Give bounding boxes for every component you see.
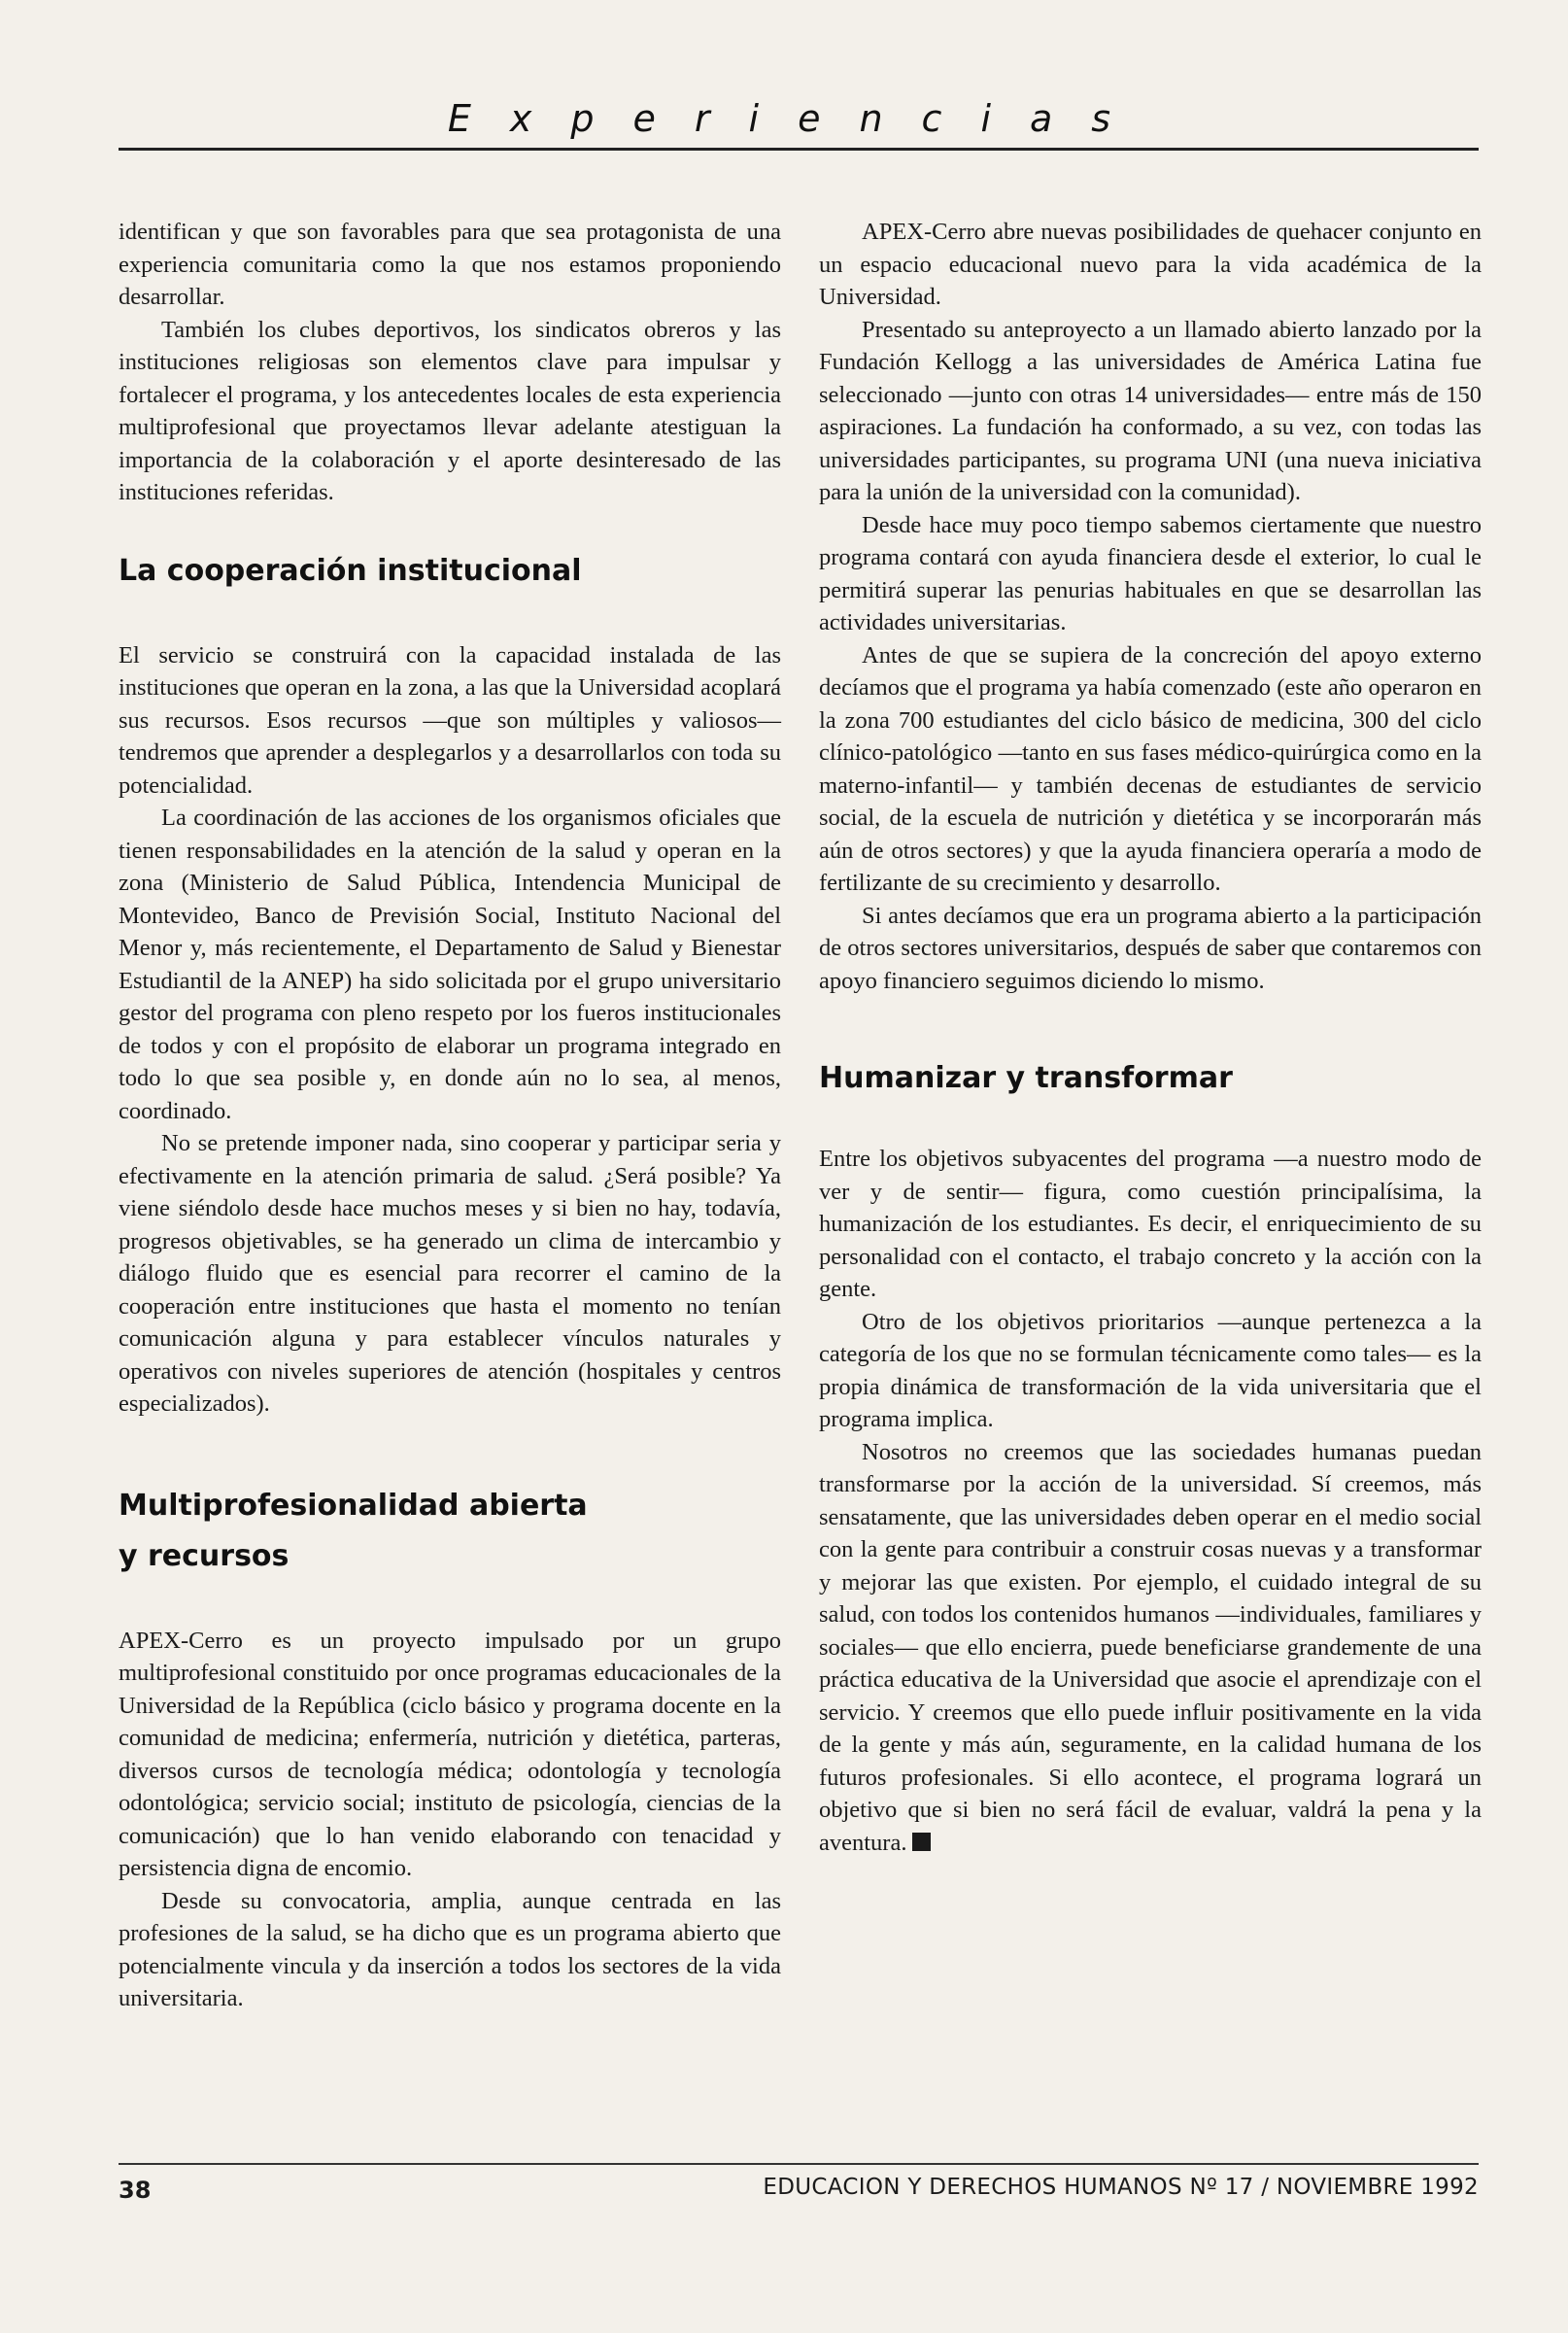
paragraph: identifican y que son favorables para que sea protagonista de una experiencia comunitaria como la que nos estamos proponiendo desarrollar. (119, 219, 781, 310)
paragraph: Desde su convocatoria, amplia, aunque centrada en las profesiones de la salud, se ha dicho que es un programa abierto que potencialmente vincula y da inserción a todos los sectores de la vida universitaria. (119, 1887, 781, 2011)
paragraph: Entre los objetivos subyacentes del programa —a nuestro modo de ver y de sentir— figura, como cuestión principalísima, la humanización de los estudiantes. Es decir, el enriquecimiento de su personalidad con el contacto, el trabajo concreto y la acción con la gente. (819, 1146, 1482, 1302)
paragraph: APEX-Cerro abre nuevas posibilidades de quehacer conjunto en un espacio educacional nuevo para la vida académica de la Universidad. (819, 219, 1482, 310)
paragraph: Otro de los objetivos prioritarios —aunque pertenezca a la categoría de los que no se formulan técnicamente como tales— es la propia dinámica de transformación de la vida universitaria que el programa implica. (819, 1308, 1482, 1432)
section-heading-multiprofesionalidad (119, 1481, 781, 1582)
section-heading-humanizar: Humanizar y transformar (819, 1061, 1233, 1095)
header-rule (119, 148, 1479, 151)
paragraph: La coordinación de las acciones de los organismos oficiales que tienen responsabilidades en la atención de la salud y operan en la zona (Ministerio de Salud Pública, Intendencia Municipal de Montevideo, Banco de Previsión Social, Instituto Nacional del Menor y, más recientemente, el Departamento de Salud y Bienestar Estudiantil de la ANEP) ha sido solicitada por el grupo universitario gestor del programa con pleno respeto por los fueros institucionales de todos y con el propósito de elaborar un programa integrado en todo lo que sea posible y, en donde aún no lo sea, al menos, coordinado. (119, 805, 781, 1124)
paragraph: Si antes decíamos que era un programa abierto a la participación de otros sectores universitarios, después de saber que contaremos con apoyo financiero seguimos diciendo lo mismo. (819, 902, 1482, 994)
paragraph: Desde hace muy poco tiempo sabemos ciertamente que nuestro programa contará con ayuda financiera desde el exterior, lo cual le permitirá superar las penurias habituales en que se desarrollan las actividades universitarias. (819, 511, 1482, 635)
paragraph: Antes de que se supiera de la concreción del apoyo externo decíamos que el programa ya había comenzado (este año operaron en la zona 700 estudiantes del ciclo básico de medicina, 300 del ciclo clínico-patológico —tanto en sus fases médico-quirúrgica como en la materno-infantil— y también decenas de estudiantes de servicio social, de la escuela de nutrición y dietética y se incorporarán más aún de otros sectores) y que la ayuda financiera operaría a modo de fertilizante de su crecimiento y desarrollo. (819, 641, 1482, 896)
running-header: Experiencias (447, 97, 1150, 140)
paragraph: APEX-Cerro es un proyecto impulsado por un grupo multiprofesional constituido por once programas educacionales de la Universidad de la República (ciclo básico y programa docente en la comunidad de medicina; enfermería, nutrición y dietética, parteras, diversos cursos de tecnología médica; odontología y tecnología odontológica; servicio social; instituto de psicología, ciencias de la comunicación) que lo han venido elaborando con tenacidad y persistencia digna de encomio. (119, 1627, 781, 1881)
paragraph: No se pretende imponer nada, sino cooperar y participar seria y efectivamente en la atención primaria de salud. ¿Será posible? Ya viene siéndolo desde hace muchos meses y si bien no hay, todavía, progresos objetivables, se ha generado un clima de intercambio y diálogo fluido que es esencial para recorrer el camino de la cooperación entre instituciones que hasta el momento no tenían comunicación alguna y para establecer vínculos naturales y operativos con niveles superiores de atención (hospitales y centros especializados). (119, 1130, 781, 1417)
end-of-article-square-icon (912, 1833, 931, 1851)
section-heading-cooperacion: La cooperación institucional (119, 553, 582, 588)
paragraph: El servicio se construirá con la capacidad instalada de las instituciones que operan en la zona, a las que la Universidad acoplará sus recursos. Esos recursos —que son múltiples y valiosos— tendremos que aprender a desplegarlos y a desarrollarlos con toda su potencialidad. (119, 641, 781, 799)
heading-line: Multiprofesionalidad abierta (119, 1488, 588, 1523)
paragraph: Presentado su anteproyecto a un llamado abierto lanzado por la Fundación Kellogg a las universidades de América Latina fue seleccionado —junto con otras 14 universidades— entre más de 150 aspiraciones. La fundación ha conformado, a su vez, con todas las universidades participantes, su programa UNI (una nueva iniciativa para la unión de la universidad con la comunidad). (819, 316, 1482, 505)
heading-line: y recursos (119, 1538, 290, 1573)
left-column (119, 216, 781, 2015)
paragraph: También los clubes deportivos, los sindicatos obreros y las instituciones religiosas son elementos clave para impulsar y fortalecer el programa, y los antecedentes locales de esta experiencia multiprofesional que proyectamos llevar adelante atestiguan la importancia de la colaboración y el aporte desinteresado de las instituciones referidas. (119, 316, 781, 505)
publication-footer: EDUCACION Y DERECHOS HUMANOS Nº 17 / NOVIEMBRE 1992 (763, 2175, 1479, 2200)
paragraph-text: Nosotros no creemos que las sociedades humanas puedan transformarse por la acción de la universidad. Sí creemos, más sensatamente, que las universidades deben operar en el medio social con la gente para contribuir a construir cosas nuevas y a transformar y mejorar las que existen. Por ejemplo, el cuidado integral de su salud, con todos los contenidos humanos —individuales, familiares y sociales— que ello encierra, puede beneficiarse grandemente de una práctica educativa de la Universidad que asocie el aprendizaje con el servicio. Y creemos que ello puede influir positivamente en la vida de la gente y más aún, seguramente, en la calidad humana de los futuros profesionales. Si ello acontece, el programa logrará un objetivo que si bien no será fácil de evaluar, valdrá la pena y la aventura. (819, 1438, 1482, 1856)
page-number: 38 (119, 2177, 152, 2204)
paragraph-final (819, 1436, 1482, 1860)
footer-rule (119, 2163, 1479, 2165)
right-column (819, 216, 1482, 1859)
